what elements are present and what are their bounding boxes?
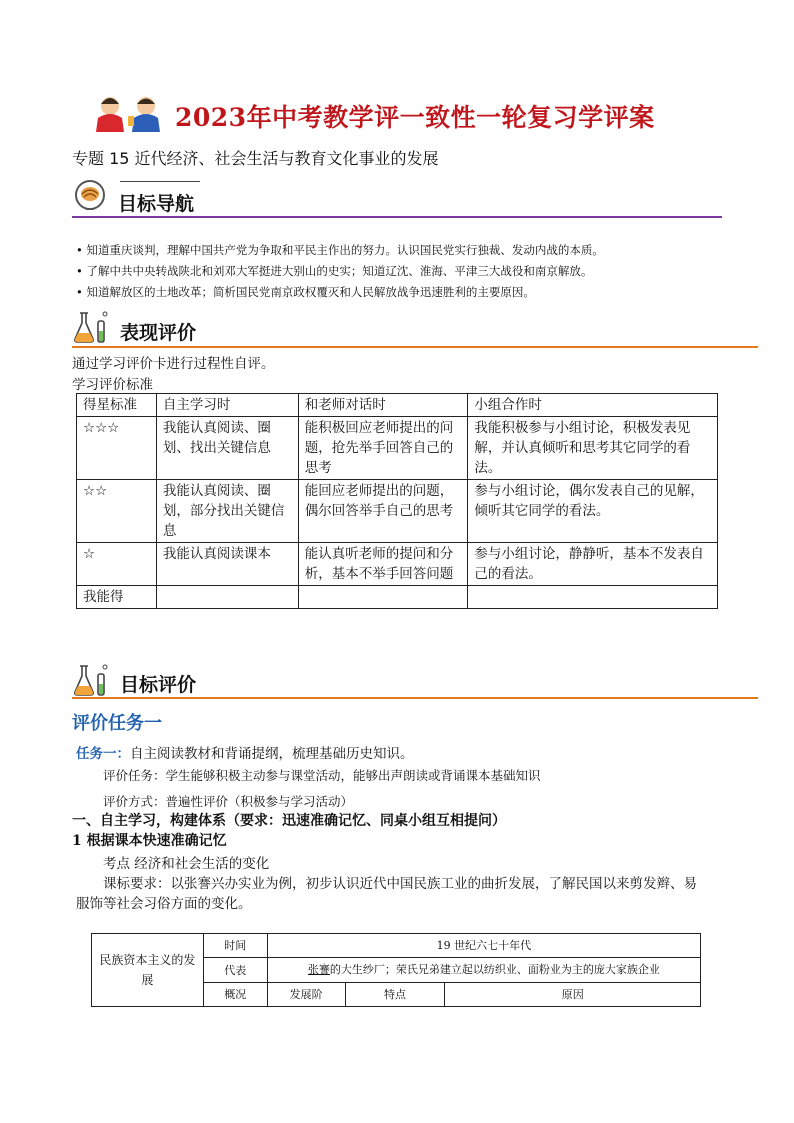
rep-name: 张謇 (307, 963, 330, 976)
section-divider-orange (72, 697, 758, 699)
table-row (77, 417, 718, 480)
table-cell: 能回应老师提出的问题，偶尔回答举手自己的思考 (298, 480, 468, 543)
table-header-cell: 得星标准 (77, 394, 157, 417)
task-heading: 评价任务一 (72, 713, 162, 734)
col-reason-cell: 原因 (445, 983, 701, 1007)
kids-illustration (88, 94, 172, 134)
table-cell: ☆ (77, 543, 157, 586)
section-title-navigation: 目标导航 (118, 193, 195, 215)
task-text: 自主阅读教材和背诵提纲，梳理基础历史知识。 (130, 746, 414, 762)
rep-value-cell (267, 958, 700, 983)
task-label: 任务一： (76, 746, 130, 762)
brain-icon (72, 178, 108, 214)
col-stage-cell: 发展阶 (267, 983, 345, 1007)
evaluation-table (76, 393, 718, 609)
page-title: 2023年中考教学评一致性一轮复习学评案 (175, 103, 655, 132)
table-cell: 我能得 (77, 586, 157, 609)
rep-label-cell: 代表 (203, 958, 267, 983)
table-cell: 能认真听老师的提问和分析，基本不举手回答问题 (298, 543, 468, 586)
section-divider-purple (72, 216, 722, 218)
standard-line: 课标要求：以张謇兴办实业为例，初步认识近代中国民族工业的曲折发展，了解民国以来剪发辫、易 (103, 876, 697, 892)
col-feature-cell: 特点 (345, 983, 445, 1007)
flask-icon (72, 309, 112, 345)
subtitle-underline (120, 181, 200, 182)
section-title-performance: 表现评价 (120, 322, 197, 344)
table-header-cell: 小组合作时 (468, 394, 718, 417)
performance-intro: 通过学习评价卡进行过程性自评。 (72, 356, 275, 372)
rep-value: 的大生纱厂；荣氏兄弟建立起以纺织业、面粉业为主的庞大家族企业 (329, 963, 660, 976)
goal-bullet: • 了解中共中央转战陕北和刘邓大军挺进大别山的史实；知道辽沈、淮海、平津三大战役和南京解放。 (76, 264, 593, 278)
capitalism-development-table (91, 933, 701, 1007)
topic-subtitle: 专题 15 近代经济、社会生活与教育文化事业的发展 (72, 149, 439, 168)
section-divider-orange (72, 346, 758, 348)
table-cell: 我能积极参与小组讨论，积极发表见解，并认真倾听和思考其它同学的看法。 (468, 417, 718, 480)
score-input-cell[interactable] (298, 586, 468, 609)
kaodian-label: 考点 经济和社会生活的变化 (103, 856, 270, 872)
table-cell: 我能认真阅读课本 (156, 543, 298, 586)
row-label-cell: 民族资本主义的发展 (92, 934, 204, 1007)
goal-bullet: • 知道重庆谈判，理解中国共产党为争取和平民主作出的努力。认识国民党实行独裁、发动内战的本质。 (76, 243, 604, 257)
table-cell: 能积极回应老师提出的问题，抢先举手回答自己的思考 (298, 417, 468, 480)
table-cell: 参与小组讨论，偶尔发表自己的见解，倾听其它同学的看法。 (468, 480, 718, 543)
score-input-cell[interactable] (468, 586, 718, 609)
time-value-cell: 19 世纪六七十年代 (267, 934, 700, 958)
table-row (77, 543, 718, 586)
table-cell: 参与小组讨论，静静听，基本不发表自己的看法。 (468, 543, 718, 586)
eval-task-text: 评价任务：学生能够积极主动参与课堂活动，能够出声朗读或背诵课本基础知识 (103, 768, 541, 783)
part-heading: 一、自主学习，构建体系（要求：迅速准确记忆、同桌小组互相提问） (72, 813, 506, 829)
table-row (77, 480, 718, 543)
table-header-cell: 和老师对话时 (298, 394, 468, 417)
table-header-row (77, 394, 718, 417)
part-subheading: 1 根据课本快速准确记忆 (72, 833, 227, 849)
table-cell: 我能认真阅读、圈划、找出关键信息 (156, 417, 298, 480)
score-input-cell[interactable] (156, 586, 298, 609)
table-cell: 我能认真阅读、圈划，部分找出关键信息 (156, 480, 298, 543)
eval-method-text: 评价方式：普遍性评价（积极参与学习活动） (103, 794, 354, 809)
table-caption: 学习评价标准 (72, 377, 153, 393)
flask-icon (72, 662, 112, 698)
table-cell: ☆☆ (77, 480, 157, 543)
table-header-cell: 自主学习时 (156, 394, 298, 417)
table-row (77, 586, 718, 609)
table-row (92, 934, 701, 958)
overview-label-cell: 概况 (203, 983, 267, 1007)
table-cell: ☆☆☆ (77, 417, 157, 480)
standard-line: 服饰等社会习俗方面的变化。 (76, 896, 252, 912)
goal-bullet: • 知道解放区的土地改革；简析国民党南京政权覆灭和人民解放战争迅速胜利的主要原因。 (76, 285, 535, 299)
time-label-cell: 时间 (203, 934, 267, 958)
section-title-target-eval: 目标评价 (120, 674, 197, 696)
